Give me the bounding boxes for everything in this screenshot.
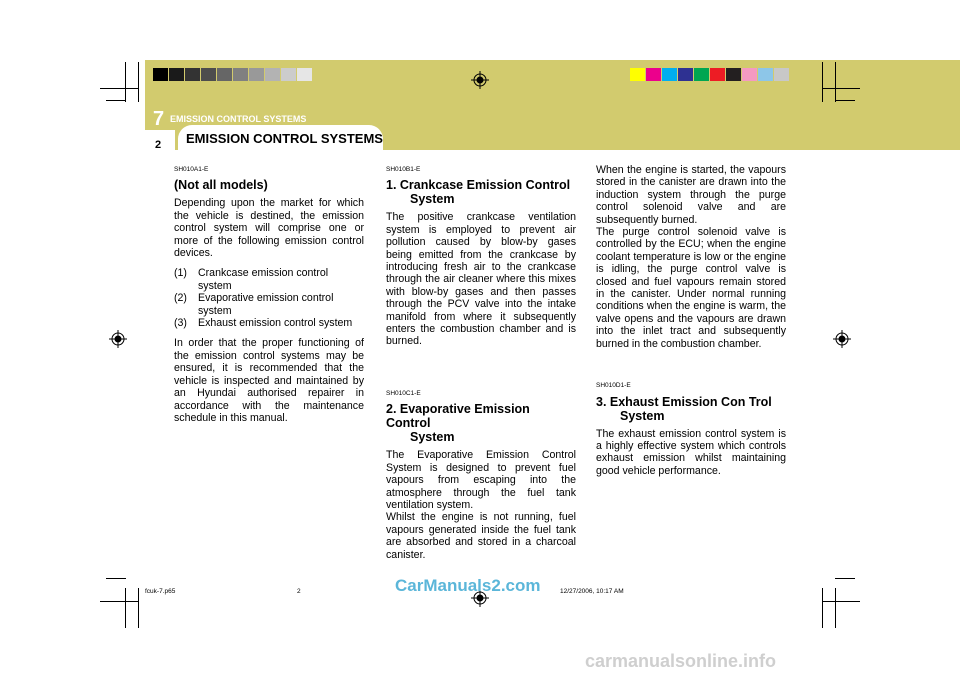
- list-item-number: (1): [174, 267, 187, 280]
- registration-mark-icon: [833, 330, 851, 348]
- heading-line: System: [410, 430, 455, 445]
- chapter-title: EMISSION CONTROL SYSTEMS: [170, 114, 307, 124]
- color-swatch: [694, 68, 709, 81]
- crop-mark: [125, 62, 126, 102]
- heading-line: System: [620, 408, 665, 423]
- outro-paragraph: In order that the proper functioning of the emission control systems may be ensured, it is recommended that the vehicle is inspected and maintained by an Hyundai authorised repairer in accordance with the maintenance schedule in this manual.: [174, 337, 364, 424]
- color-swatch: [678, 68, 693, 81]
- registration-mark-icon: [109, 330, 127, 348]
- heading-line: System: [410, 192, 455, 207]
- color-swatch: [646, 68, 661, 81]
- column-heading: (Not all models): [174, 178, 268, 193]
- color-swatch: [742, 68, 757, 81]
- section-code: SH010D1-E: [596, 382, 631, 390]
- crop-mark: [106, 100, 126, 101]
- color-swatch: [169, 68, 184, 81]
- crankcase-paragraph: The positive crankcase ventilation system is employed to prevent air pollution caused by blow-by gases being emitted from the crankcase by introducing fresh air to the crankcase through the air cleaner where this mixes with blow-by gases and then passes through the PCV valve into the intake manifold from where it subsequently enters the combustion chamber and is burned.: [386, 211, 576, 348]
- watermark-bottom[interactable]: carmanualsonline.info: [585, 651, 777, 671]
- column-1: [174, 164, 364, 424]
- crop-mark: [822, 62, 823, 102]
- registration-mark-icon: [471, 71, 489, 89]
- color-swatch: [217, 68, 232, 81]
- watermark-top[interactable]: CarManuals2.com: [395, 576, 541, 595]
- heading-line: 1. Crankcase Emission Control: [386, 178, 571, 193]
- list-item-number: (2): [174, 292, 187, 305]
- color-swatch: [297, 68, 312, 81]
- color-swatch: [249, 68, 264, 81]
- list-item: [174, 317, 364, 329]
- color-swatch: [774, 68, 789, 81]
- color-swatch: [233, 68, 248, 81]
- crankcase-heading: [386, 178, 576, 206]
- crop-mark: [125, 588, 126, 628]
- color-swatch: [265, 68, 280, 81]
- section-code: SH010C1-E: [386, 389, 421, 397]
- crop-mark: [106, 578, 126, 579]
- grayscale-color-bar: [153, 68, 313, 81]
- evaporative-paragraph: The Evaporative Emission Control System is designed to prevent fuel vapours from escaping into the atmosphere through the fuel tank ventilation system.: [386, 449, 576, 511]
- color-swatch: [630, 68, 645, 81]
- list-item-text: Exhaust emission control system: [198, 317, 353, 330]
- crop-mark: [822, 588, 823, 628]
- footer-page-number: 2: [297, 588, 301, 595]
- crop-mark: [835, 588, 836, 628]
- heading-line: 3. Exhaust Emission Con Trol: [596, 394, 772, 409]
- footer-filename: fcuk-7.p65: [145, 588, 176, 595]
- exhaust-paragraph: The exhaust emission control system is a highly effective system which controls exhaust emission whilst maintaining good vehicle performance.: [596, 427, 786, 477]
- exhaust-heading: [596, 395, 786, 423]
- emission-device-list: [174, 267, 364, 329]
- crop-mark: [100, 601, 138, 602]
- purge-paragraph: When the engine is started, the vapours stored in the canister are drawn into the induction system through the purge control solenoid valve and are subsequently burned.: [596, 164, 786, 226]
- evaporative-paragraph: Whilst the engine is not running, fuel vapours generated inside the fuel tank are absorbed and stored in a charcoal canister.: [386, 511, 576, 561]
- crop-mark: [100, 88, 138, 89]
- section-code: SH010B1-E: [386, 166, 421, 173]
- purge-paragraph: The purge control solenoid valve is controlled by the ECU; when the engine coolant temperature is low or the engine is idling, the purge control valve is closed and fuel vapours remain stored in the canister. Under normal running conditions when the engine is warm, the valve opens and the vapours are drawn into the inlet tract and subsequently burned in the combustion chamber.: [596, 226, 786, 350]
- column-3: [596, 164, 786, 477]
- color-swatch: [281, 68, 296, 81]
- color-swatch: [726, 68, 741, 81]
- heading-line: 2. Evaporative Emission Control: [386, 402, 530, 431]
- crop-mark: [138, 588, 139, 628]
- color-swatch: [185, 68, 200, 81]
- footer-timestamp: 12/27/2006, 10:17 AM: [560, 588, 624, 595]
- crop-mark: [835, 100, 855, 101]
- crop-mark: [835, 578, 855, 579]
- process-color-bar: [630, 68, 790, 81]
- list-item: [174, 292, 364, 317]
- color-swatch: [662, 68, 677, 81]
- section-title: EMISSION CONTROL SYSTEMS: [186, 131, 383, 146]
- crop-mark: [822, 88, 860, 89]
- chapter-number: 7: [153, 108, 165, 130]
- intro-paragraph: Depending upon the market for which the vehicle is destined, the emission control system will comprise one or more of the following emission control devices.: [174, 197, 364, 260]
- list-item-number: (3): [174, 317, 187, 330]
- color-swatch: [153, 68, 168, 81]
- crop-mark: [138, 62, 139, 102]
- evaporative-heading: [386, 402, 576, 444]
- column-2: [386, 164, 576, 561]
- list-item-text: Crankcase emission control system: [198, 267, 329, 292]
- section-code: SH010A1-E: [174, 166, 209, 173]
- list-item-text: Evaporative emission control system: [198, 292, 334, 317]
- list-item: [174, 267, 364, 292]
- crop-mark: [835, 62, 836, 102]
- page-number: 2: [155, 139, 162, 151]
- color-swatch: [710, 68, 725, 81]
- color-swatch: [201, 68, 216, 81]
- crop-mark: [822, 601, 860, 602]
- color-swatch: [758, 68, 773, 81]
